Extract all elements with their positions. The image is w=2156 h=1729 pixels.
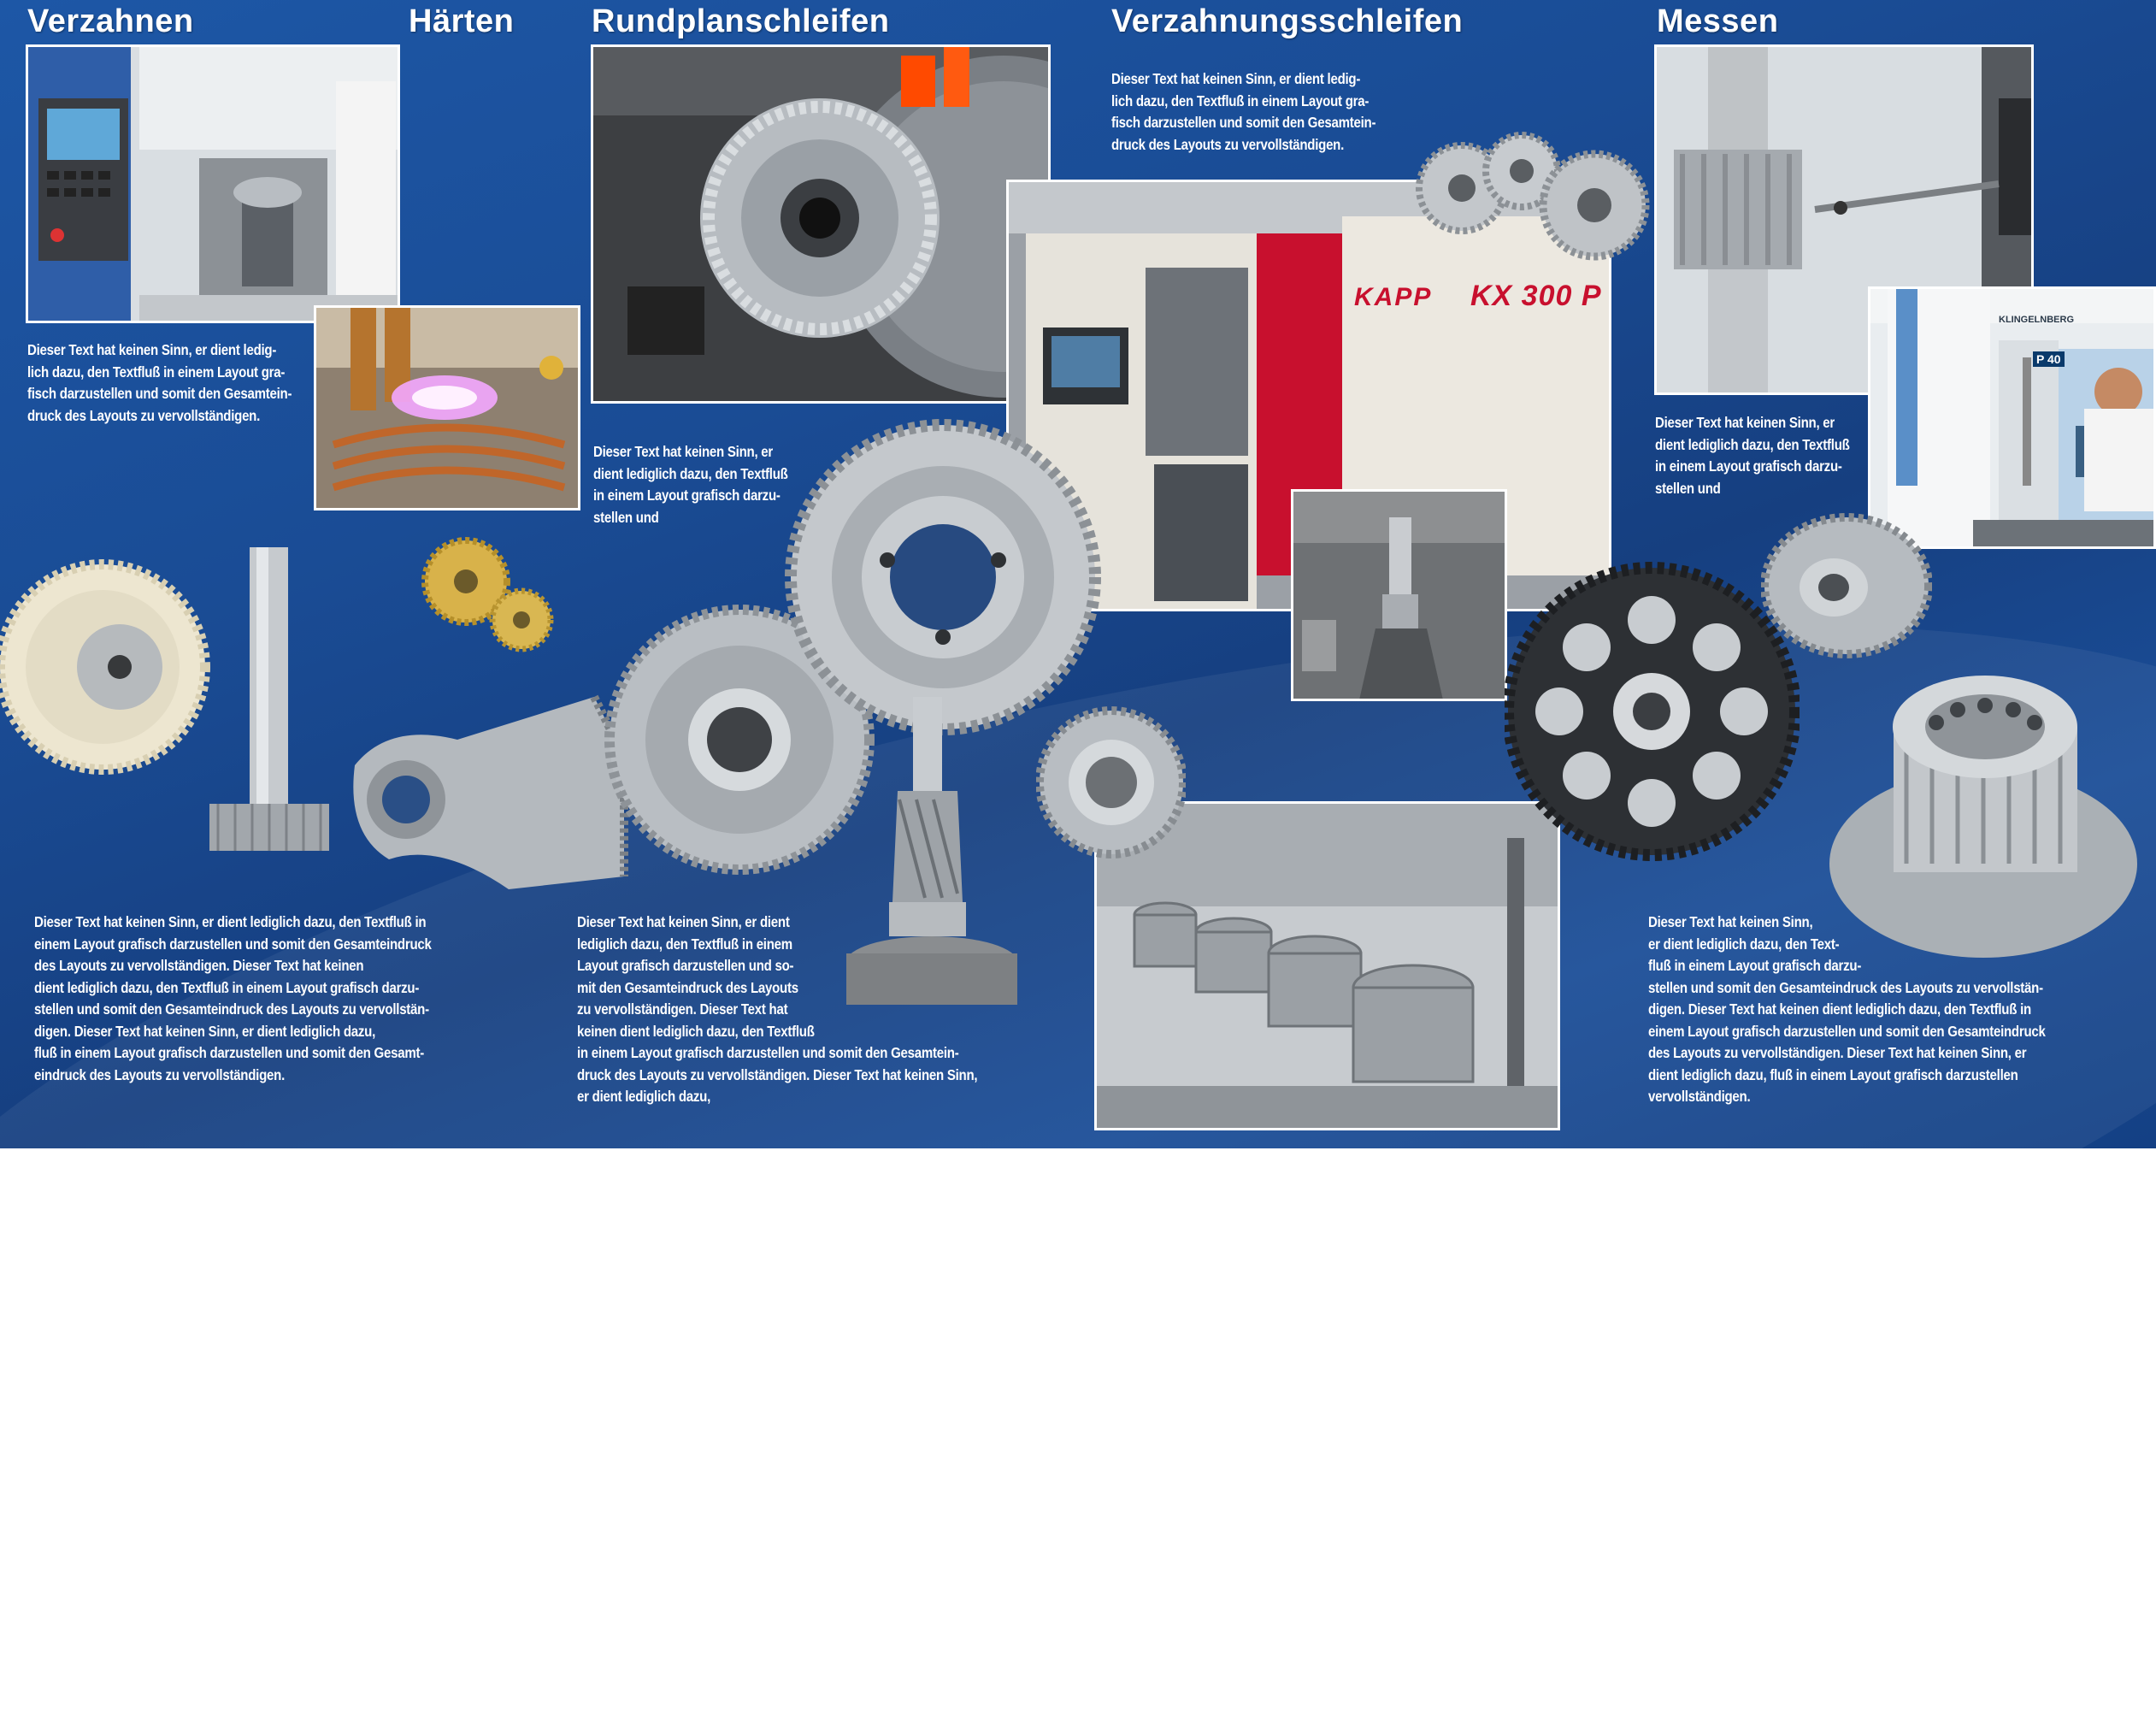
text-line: digen. Dieser Text hat keinen Sinn, er dient lediglich dazu, [34,1022,376,1040]
text-line: zu vervollständigen. Dieser Text hat [577,1000,788,1018]
black-gear-disc-part [1505,552,1800,872]
text-block-bottom-right [1648,912,2046,1108]
text-line: lediglich dazu, den Textfluß in einem [577,935,792,953]
text-line: Dieser Text hat keinen Sinn, er [1655,414,1835,431]
text-line: einem Layout grafisch darzustellen und somit den Gesamteindruck [34,935,432,953]
text-line: stellen und [593,508,659,526]
text-line: Dieser Text hat keinen Sinn, er dient ledig- [1111,70,1361,87]
photo-cylindrical-grinding [591,44,1051,404]
photo-shaft-closeup [1291,489,1507,701]
text-line: vervollständigen. [1648,1088,1751,1105]
photo-gear-cutting-machine [26,44,400,323]
text-line: fisch darzustellen und somit den Gesamtein- [1111,114,1376,131]
text-line: druck des Layouts zu vervollständigen. [1111,135,1345,153]
text-line: des Layouts zu vervollständigen. Dieser Text hat keinen [34,957,364,974]
text-line: in einem Layout grafisch darzu- [593,487,781,504]
text-line: einem Layout grafisch darzustellen und somit den Gesamteindruck [1648,1022,2046,1040]
small-gear-bushing-part [1036,688,1186,868]
text-line: Dieser Text hat keinen Sinn, er [593,443,774,460]
ring-gear-part [1761,509,1932,658]
text-line: er dient lediglich dazu, [577,1088,711,1105]
heading-verzahnungsschleifen: Verzahnungsschleifen [1111,3,1464,39]
text-line: druck des Layouts zu vervollständigen. Dieser Text hat keinen Sinn, [577,1065,978,1083]
text-line: dient lediglich dazu, den Textfluß [1655,435,1850,453]
text-block-messen [1655,412,1850,499]
kapp-logo-label: KAPP [1354,283,1433,311]
plastic-gear-part [0,513,214,821]
text-line: eindruck des Layouts zu vervollständigen. [34,1065,286,1083]
text-line: Layout grafisch darzustellen und so- [577,957,794,974]
text-line: Dieser Text hat keinen Sinn, er dient ledig- [27,341,277,358]
text-line: stellen und somit den Gesamteindruck des Layouts zu vervollstän- [34,1000,429,1018]
text-line: stellen und somit den Gesamteindruck des Layouts zu vervollstän- [1648,978,2043,996]
text-block-verzahnen [27,339,292,427]
text-block-rundplanschleifen [593,441,788,528]
text-line: mit den Gesamteindruck des Layouts [577,978,798,996]
heading-verzahnen: Verzahnen [27,3,194,39]
text-line: lich dazu, den Textfluß in einem Layout gra- [27,363,286,381]
small-gears-cluster-part [1415,124,1650,286]
text-line: dient lediglich dazu, fluß in einem Layout grafisch darzustellen [1648,1065,2018,1083]
text-line: keinen dient lediglich dazu, den Textfluß [577,1022,815,1040]
heading-haerten: Härten [409,3,515,39]
text-line: dient lediglich dazu, den Textfluß in einem Layout grafisch darzu- [34,978,420,996]
text-line: dient lediglich dazu, den Textfluß [593,464,788,482]
text-line: Dieser Text hat keinen Sinn, er dient lediglich dazu, den Textfluß in [34,913,427,930]
text-line: stellen und [1655,479,1721,497]
gear-segment-lever-part [338,688,628,894]
text-line: in einem Layout grafisch darzu- [1655,457,1842,475]
shaft-with-gear-part [205,547,338,864]
text-line: lich dazu, den Textfluß in einem Layout gra- [1111,91,1370,109]
photo-induction-hardening [314,305,580,510]
text-line: er dient lediglich dazu, den Text- [1648,935,1840,953]
heading-messen: Messen [1657,3,1779,39]
text-line: des Layouts zu vervollständigen. Dieser Text hat keinen Sinn, er [1648,1044,2027,1061]
text-line: Dieser Text hat keinen Sinn, [1648,913,1813,930]
klingelnberg-label: KLINGELNBERG [1999,315,2074,325]
p40-label: P 40 [2033,351,2065,367]
text-line: Dieser Text hat keinen Sinn, er dient [577,913,790,930]
text-line: fluß in einem Layout grafisch darzu- [1648,957,1862,974]
brass-gears-part [419,530,556,658]
text-block-bottom-center [577,912,977,1108]
text-line: fisch darzustellen und somit den Gesamtein- [27,385,292,402]
text-block-bottom-left [34,912,432,1086]
text-line: fluß in einem Layout grafisch darzustellen und somit den Gesamt- [34,1044,424,1061]
text-block-verzahnungsschleifen [1111,68,1375,156]
text-line: in einem Layout grafisch darzustellen und somit den Gesamtein- [577,1044,959,1061]
kapp-model-label: KX 300 P [1470,280,1602,312]
heading-rundplanschleifen: Rundplanschleifen [592,3,890,39]
text-line: druck des Layouts zu vervollständigen. [27,406,261,424]
text-line: digen. Dieser Text hat keinen dient lediglich dazu, den Textfluß in [1648,1000,2031,1018]
